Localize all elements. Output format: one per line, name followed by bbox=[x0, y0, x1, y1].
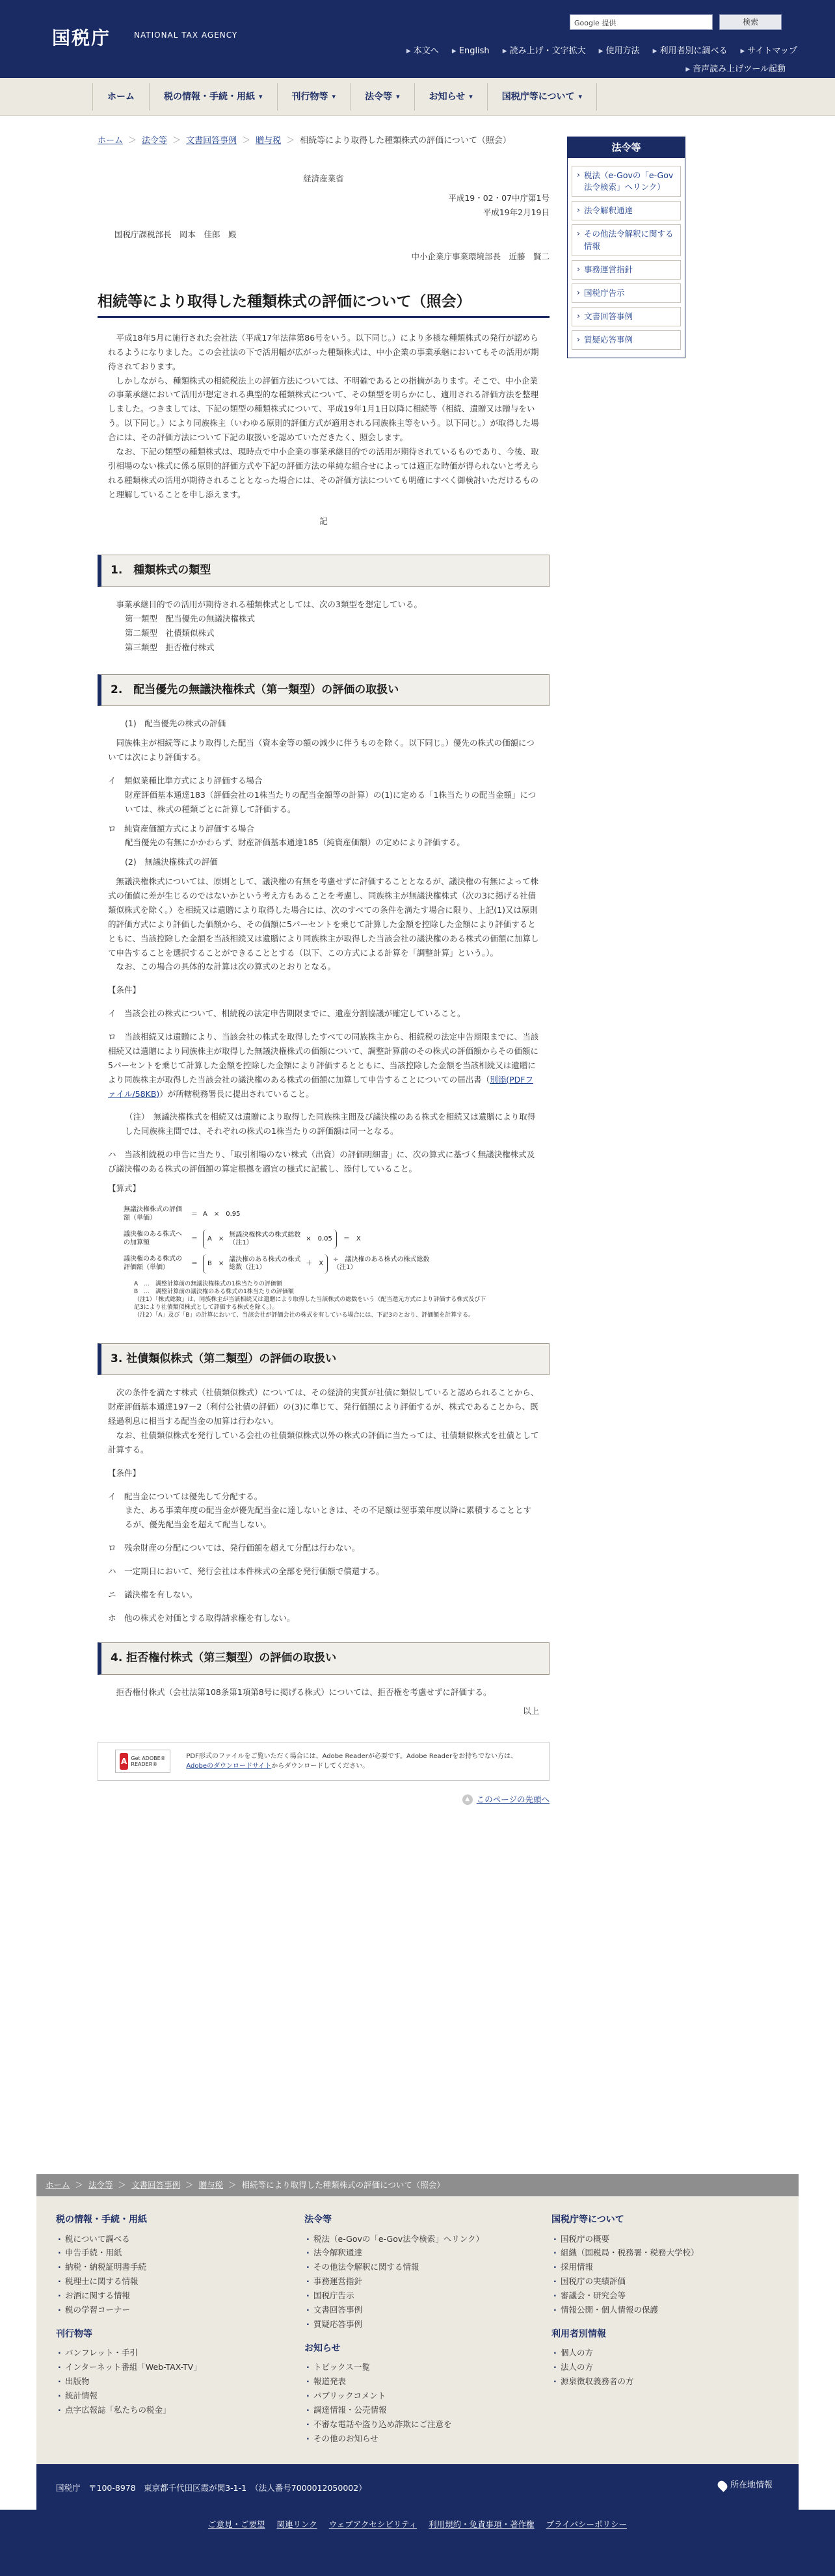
footer-link[interactable]: · パンフレット・手引 bbox=[56, 2346, 202, 2360]
header-link-english[interactable] bbox=[452, 44, 490, 59]
header-link-label: 利用者別に調べる bbox=[659, 46, 728, 56]
footer-link[interactable]: · 国税庁の概要 bbox=[551, 2232, 699, 2246]
formula-bracket bbox=[203, 1254, 328, 1274]
footer-link[interactable]: · その他のお知らせ bbox=[304, 2432, 484, 2446]
breadcrumb-current: 相続等により取得した種類株式の評価について（照会） bbox=[300, 136, 511, 146]
footer-link[interactable]: · 調達情報・公売情報 bbox=[304, 2403, 484, 2417]
footer-breadcrumb-cases[interactable]: 文書回答事例 bbox=[131, 2180, 181, 2190]
chevron-down-icon: ▾ bbox=[396, 92, 400, 101]
header-link-sitemap[interactable] bbox=[741, 44, 798, 59]
subheading: (1) 配当優先の株式の評価 bbox=[125, 718, 226, 729]
breadcrumb-cases[interactable]: 文書回答事例 bbox=[186, 136, 237, 146]
chevron-down-icon: ▾ bbox=[259, 92, 263, 101]
intro-text bbox=[98, 331, 550, 529]
adobe-reader-label: Get ADOBE® READER® bbox=[131, 1755, 166, 1768]
voice-tool-link[interactable] bbox=[685, 62, 786, 77]
equals-sign: ＝ bbox=[191, 1211, 198, 1218]
footer-link[interactable]: · 質疑応答事例 bbox=[304, 2317, 484, 2332]
paragraph: 無議決権株式については、原則として、議決権の有無を考慮せずに評価することとなるが、議決権の有無によって株式の価値に差が生じるのではないかという考え方もあることを考慮し、同族株主が無議決権株式（次の3に掲げる社債類似株式を除く。）を相続又は遺贈により取得した場合には、次のすべての条件を満たす場合に限り、上記(1)又は原則的評価方式により評価した価額から、その価額に5パーセントを乗じて計算した金額を控除した金額により評価するとともに、当該控除した金額を当該相続又は遺贈により同族株主が取得した当該会社の議決権のある株式の価額に加算して申告することを選択することができることとする（以下、この方式による計算を「調整計算」という。）。 bbox=[108, 876, 539, 958]
gnav-label: 国税庁等について bbox=[501, 91, 575, 102]
footer-col-heading[interactable]: 法令等 bbox=[304, 2215, 332, 2225]
section-3-body bbox=[98, 1386, 550, 1625]
footer-link-related[interactable]: 関連リンク bbox=[276, 2519, 317, 2529]
footer-link[interactable]: · 申告手続・用紙 bbox=[56, 2246, 202, 2260]
formula-term: × 0.05 bbox=[306, 1235, 332, 1243]
footer-col-2 bbox=[304, 2212, 484, 2445]
chevron-down-icon: ▾ bbox=[578, 92, 582, 101]
breadcrumb-home[interactable]: ホーム bbox=[98, 136, 124, 146]
condition-item bbox=[108, 1030, 539, 1101]
footer-address-bar bbox=[36, 2464, 799, 2510]
gnav-home[interactable] bbox=[92, 83, 149, 111]
footer-link[interactable]: · 出版物 bbox=[56, 2374, 202, 2389]
formula-label: 議決権のある株式の評価額（単価） bbox=[124, 1255, 182, 1271]
breadcrumb-separator: ＞ bbox=[118, 2180, 127, 2190]
conditions-label: 【条件】 bbox=[108, 1467, 141, 1478]
search-button[interactable]: 検索 bbox=[719, 14, 782, 30]
footer-link[interactable]: · 税理士に関する情報 bbox=[56, 2274, 202, 2289]
header-link-usage[interactable] bbox=[599, 44, 640, 59]
formula-term: ÷ 議決権のある株式の株式総数（注1） bbox=[333, 1255, 430, 1271]
footer-breadcrumb-current: 相続等により取得した種類株式の評価について（照会） bbox=[241, 2180, 445, 2190]
footer-link[interactable]: · 個人の方 bbox=[551, 2346, 699, 2360]
triangle-icon: ▶ bbox=[740, 47, 745, 55]
section-heading-2: 2. 配当優先の無議決権株式（第一類型）の評価の取扱い bbox=[98, 674, 550, 707]
back-to-top[interactable] bbox=[98, 1793, 550, 1807]
sidebar-item-circulars[interactable]: › 法令解釈通達 bbox=[572, 201, 681, 220]
paragraph: 同族株主が相続等により取得した配当（資本金等の額の減少に伴うものを除く。以下同じ。）優先の株式の価額については次により評価する。 bbox=[108, 738, 535, 763]
footer-link[interactable]: · 不審な電話や盗り込め詐欺にご注意を bbox=[304, 2417, 484, 2432]
footer-breadcrumb-home[interactable]: ホーム bbox=[46, 2180, 70, 2190]
chevron-down-icon: ▾ bbox=[332, 92, 336, 101]
formula-note: （注1）「株式総数」は、同族株主が当該相続又は遺贈により取得した当該株式の総数をいう（配当還元方式により評価する株式及び下記3により社債類似株式として評価する株式を除く。）。 bbox=[134, 1296, 486, 1311]
sidebar-list bbox=[568, 158, 685, 358]
formula-term: ＝ X bbox=[343, 1235, 361, 1243]
type-item: 第三類型 拒否権付株式 bbox=[125, 642, 215, 652]
addressee: 国税庁課税部長 岡本 佳郎 殿 bbox=[114, 229, 237, 239]
paragraph: 財産評価基本通達183（評価会社の1株当たりの配当金額等の計算）の(1)に定める「1株当たりの配当金額」については、株式の種類ごとに計算して評価する。 bbox=[125, 789, 537, 814]
footer-address: 国税庁 〒100-8978 東京都千代田区霞が関3-1-1 （法人番号7000012050002） bbox=[56, 2483, 367, 2493]
paragraph: 次の条件を満たす株式（社債類似株式）については、その経済的実質が社債に類似していると認められることから、財産評価基本通達197－2（利付公社債の評価）の(3)に準じて、発行価額により評価するが、株式であることから、既経過利息に相当する配当金の加算は行わない。 bbox=[108, 1387, 539, 1426]
intro-paragraph: なお、下記の類型の種類株式は、現時点で中小企業の事業承継目的での活用が期待されているものであり、今後、取引相場のない株式に係る原則的評価方式や下記の評価方法の単純な組合せによっては適正な時価が得られないと考えられる種類株式の活用が期待されることとなった場合には、その評価方法についても明確にすべく御検討いただけるものと理解していることを申し添えます。 bbox=[108, 446, 539, 499]
triangle-icon: ▶ bbox=[406, 47, 411, 55]
triangle-icon: ▶ bbox=[598, 47, 603, 55]
sidebar-item-qa[interactable]: › 質疑応答事例 bbox=[572, 330, 681, 350]
ministry: 経済産業省 bbox=[303, 174, 344, 183]
paragraph: 拒否権付株式（会社法第108条第1項第8号に掲げる株式）については、拒否権を考慮せずに評価する。 bbox=[116, 1687, 492, 1697]
list-heading: イ 類似業種比準方式により評価する場合 bbox=[108, 775, 263, 785]
formula-term: 議決権のある株式の株式総数（注1） bbox=[229, 1255, 301, 1271]
subheading: (2) 無議決権株式の評価 bbox=[125, 857, 218, 867]
pdf-note-text: からダウンロードしてください。 bbox=[271, 1763, 369, 1770]
formula-note: （注2）「A」及び「B」の計算において、当該会社が評価会社の株式を有している場合には、下記3のとおり、評価額を計算する。 bbox=[134, 1312, 475, 1319]
footer-link[interactable]: · パブリックコメント bbox=[304, 2389, 484, 2403]
footer-link[interactable]: · 税法（e-Govの「e-Gov法令検索」へリンク） bbox=[304, 2232, 484, 2246]
note: （注） 無議決権株式を相続又は遺贈により取得した同族株主間及び議決権のある株式を相続又は遺贈により取得した同族株主間では、それぞれの株式の1株当たりの評価額は同一となる。 bbox=[125, 1112, 536, 1137]
sidebar-item-written-answers[interactable]: › 文書回答事例 bbox=[572, 307, 681, 326]
site-header bbox=[0, 0, 835, 78]
footer-link[interactable]: · 源泉徴収義務者の方 bbox=[551, 2374, 699, 2389]
gnav-laws[interactable] bbox=[350, 83, 414, 111]
footer-link[interactable]: · 国税庁の実績評価 bbox=[551, 2274, 699, 2289]
sidebar-item-guidelines[interactable]: › 事務運営指針 bbox=[572, 260, 681, 280]
section-1-body bbox=[98, 598, 550, 655]
document-header bbox=[98, 156, 550, 290]
end-mark: 以上 bbox=[522, 1706, 539, 1716]
section-heading-4: 4. 拒否権付株式（第三類型）の評価の取扱い bbox=[98, 1642, 550, 1675]
paragraph: 配当優先の有無にかかわらず、財産評価基本通達185（純資産価額）の定めにより評価する。 bbox=[125, 837, 465, 848]
gnav-news[interactable] bbox=[414, 83, 487, 111]
arrow-up-icon: ▲ bbox=[462, 1794, 473, 1805]
formula-label: 議決権のある株式への加算額 bbox=[124, 1231, 182, 1246]
breadcrumb-separator: ＞ bbox=[286, 136, 295, 146]
footer-link[interactable]: · その他法令解釈に関する情報 bbox=[304, 2260, 484, 2274]
document-date: 平成19年2月19日 bbox=[483, 207, 550, 217]
footer-link[interactable]: · 納税・納税証明書手続 bbox=[56, 2260, 202, 2274]
condition-item: ハ 当該相続税の申告に当たり、「取引相場のない株式（出資）の評価明細書」に、次の算式に基づく無議決権株式及び議決権のある株式の評価額の算定根拠を適宜の様式に記載し、添付していること。 bbox=[108, 1150, 535, 1174]
footer-link[interactable]: · 採用情報 bbox=[551, 2260, 699, 2274]
footer-link[interactable]: · インターネット番組「Web-TAX-TV」 bbox=[56, 2360, 202, 2374]
sender: 中小企業庁事業環境部長 近藤 賢二 bbox=[411, 251, 550, 261]
formula-expr: A × 0.95 bbox=[203, 1211, 241, 1218]
footer-link[interactable]: · 点字広報誌「私たちの税金」 bbox=[56, 2403, 202, 2417]
equals-sign: ＝ bbox=[191, 1260, 198, 1268]
type-item: 第二類型 社債類似株式 bbox=[125, 627, 215, 638]
gnav-label: 法令等 bbox=[365, 91, 393, 102]
voice-tool-label: 音声読み上げツール起動 bbox=[693, 64, 786, 74]
location-link[interactable] bbox=[719, 2478, 773, 2493]
section-1-lead: 事業承継目的での活用が期待される種類株式としては、次の3類型を想定している。 bbox=[116, 599, 422, 610]
footer-link[interactable]: · トピックス一覧 bbox=[304, 2360, 484, 2374]
attachment-pdf-link[interactable]: 別添(PDFファイル/58KB) bbox=[108, 1074, 533, 1099]
formula-row bbox=[124, 1252, 488, 1276]
condition-item: また、ある事業年度の配当金が優先配当金に達しないときは、その不足額は翌事業年度以降に累積することとするが、優先配当金を超えて配当しない。 bbox=[125, 1505, 532, 1530]
adobe-reader-badge[interactable] bbox=[115, 1750, 170, 1773]
sidebar-item-egov[interactable]: › 税法（e-Govの「e-Gov法令検索」へリンク） bbox=[572, 166, 681, 197]
gnav-about[interactable] bbox=[487, 83, 597, 111]
sidebar-item-other-info[interactable]: › その他法令解釈に関する情報 bbox=[572, 224, 681, 256]
main-content bbox=[98, 156, 550, 1807]
gnav-tax-info[interactable] bbox=[149, 83, 277, 111]
footer-col-heading[interactable]: お知らせ bbox=[304, 2343, 341, 2354]
breadcrumb-separator: ＞ bbox=[242, 136, 251, 146]
footer-breadcrumb-gift-tax[interactable]: 贈与税 bbox=[198, 2180, 224, 2190]
breadcrumb-separator: ＞ bbox=[185, 2180, 194, 2190]
adobe-download-link[interactable]: Adobeのダウンロードサイト bbox=[186, 1763, 272, 1770]
breadcrumb-gift-tax[interactable]: 贈与税 bbox=[256, 136, 282, 146]
footer-menu bbox=[36, 2196, 799, 2464]
header-link-label: サイトマップ bbox=[747, 46, 797, 56]
footer-link-feedback[interactable]: ご意見・ご要望 bbox=[207, 2519, 265, 2529]
header-utility-links bbox=[375, 44, 797, 59]
footer-link[interactable]: · 情報公開・個人情報の保護 bbox=[551, 2303, 699, 2317]
formula-row bbox=[124, 1227, 488, 1252]
breadcrumb-separator: ＞ bbox=[75, 2180, 84, 2190]
site-logo-en: NATIONAL TAX AGENCY bbox=[134, 31, 238, 40]
header-inner bbox=[36, 0, 799, 78]
equals-sign: ＝ bbox=[191, 1235, 198, 1243]
footer-col-heading[interactable]: 税の情報・手続・用紙 bbox=[56, 2215, 147, 2225]
global-nav-inner bbox=[92, 83, 597, 111]
condition-item: ハ 一定期日において、発行会社は本件株式の全部を発行価額で償還する。 bbox=[108, 1566, 384, 1577]
adobe-reader-icon: A bbox=[120, 1753, 128, 1770]
page-title: 相続等により取得した種類株式の評価について（照会） bbox=[98, 293, 550, 318]
breadcrumb-laws[interactable]: 法令等 bbox=[142, 136, 168, 146]
footer-link[interactable]: · 税の学習コーナー bbox=[56, 2303, 202, 2317]
footer-links bbox=[0, 2510, 835, 2576]
map-pin-icon bbox=[716, 2479, 729, 2492]
site-logo[interactable]: 国税庁 bbox=[52, 27, 111, 49]
header-link-readaloud[interactable] bbox=[503, 44, 586, 59]
formula-label: 無議決権株式の評価額（単価） bbox=[124, 1206, 182, 1222]
ki-label: 記 bbox=[319, 516, 328, 527]
footer-link[interactable]: · 審議会・研究会等 bbox=[551, 2289, 699, 2303]
footer-breadcrumb bbox=[36, 2174, 799, 2196]
formula-row bbox=[124, 1202, 488, 1227]
footer-link[interactable]: · 法令解釈通達 bbox=[304, 2246, 484, 2260]
header-link-label: 使用方法 bbox=[605, 46, 640, 56]
footer-link[interactable]: · 法人の方 bbox=[551, 2360, 699, 2374]
paragraph: なお、この場合の具体的な計算は次の算式のとおりとなる。 bbox=[116, 962, 336, 972]
sidebar bbox=[567, 137, 685, 358]
footer-link-privacy[interactable]: プライバシーポリシー bbox=[546, 2519, 628, 2529]
footer-link[interactable]: · 報道発表 bbox=[304, 2374, 484, 2389]
gnav-label: 税の情報・手続・用紙 bbox=[164, 91, 255, 102]
footer-col-1 bbox=[56, 2212, 202, 2417]
section-heading-3: 3. 社債類似株式（第二類型）の評価の取扱い bbox=[98, 1343, 550, 1376]
footer-breadcrumb-laws[interactable]: 法令等 bbox=[88, 2180, 113, 2190]
pdf-note-text: PDF形式のファイルをご覧いただく場合には、Adobe Readerが必要です。Adobe Readerをお持ちでない方は、 bbox=[186, 1753, 518, 1761]
footer-link[interactable]: · 税について調べる bbox=[56, 2232, 202, 2246]
location-label: 所在地情報 bbox=[730, 2480, 773, 2490]
breadcrumb-separator: ＞ bbox=[228, 2180, 237, 2190]
gnav-label: ホーム bbox=[107, 91, 135, 102]
footer-link[interactable]: · 事務運営指針 bbox=[304, 2274, 484, 2289]
footer-link[interactable]: · 国税庁告示 bbox=[304, 2289, 484, 2303]
condition-item: ロ 残余財産の分配については、発行価額を超えて分配は行わない。 bbox=[108, 1543, 360, 1553]
intro-paragraph: 平成18年5月に施行された会社法（平成17年法律第86号をいう。以下同じ。）により多様な種類株式の発行が認められるようになりました。この会社法の下で活用幅が広がった種類株式は、中小企業の事業承継においてもその活用が期待されております。 bbox=[108, 332, 539, 371]
triangle-icon: ▶ bbox=[652, 47, 657, 55]
formula-term: ＋ X bbox=[306, 1260, 324, 1268]
footer-col-heading[interactable]: 刊行物等 bbox=[56, 2328, 92, 2339]
header-link-label: English bbox=[458, 46, 490, 56]
footer-link[interactable]: · 文書回答事例 bbox=[304, 2303, 484, 2317]
formula-term: 無議決権株式の株式総数（注1） bbox=[229, 1231, 301, 1246]
section-4-body bbox=[98, 1685, 550, 1719]
header-link-label: 読み上げ・文字拡大 bbox=[509, 46, 586, 56]
formula-term: A × bbox=[207, 1235, 224, 1243]
type-item: 第一類型 配当優先の無議決権株式 bbox=[125, 613, 256, 624]
section-heading-1: 1. 種類株式の類型 bbox=[98, 555, 550, 587]
formula-term: B × bbox=[207, 1260, 224, 1268]
pdf-note bbox=[186, 1752, 532, 1771]
formula-note: A … 調整計算前の無議決権株式の1株当たりの評価額 bbox=[134, 1280, 282, 1287]
formula-notes bbox=[124, 1280, 488, 1320]
footer-link-accessibility[interactable]: ウェブアクセシビリティ bbox=[328, 2519, 418, 2529]
list-heading: ロ 純資産価額方式により評価する場合 bbox=[108, 823, 255, 834]
paragraph: なお、社債類似株式を発行している会社の社債類似株式以外の株式の評価に当たっては、社債類似株式を社債として計算する。 bbox=[108, 1430, 539, 1454]
gnav-label: お知らせ bbox=[429, 91, 466, 102]
chevron-down-icon: ▾ bbox=[469, 92, 473, 101]
condition-item: イ 配当金については優先して分配する。 bbox=[108, 1491, 263, 1501]
footer-link[interactable]: · 組織（国税局・税務署・税務大学校） bbox=[551, 2246, 699, 2260]
back-to-top-link[interactable]: このページの先頭へ bbox=[476, 1794, 550, 1805]
formula-note: B … 調整計算前の議決権のある株式の1株当たりの評価額 bbox=[134, 1289, 294, 1295]
condition-item: ホ 他の株式を対価とする取得請求権を有しない。 bbox=[108, 1612, 295, 1623]
formula-label: 【算式】 bbox=[108, 1183, 141, 1193]
footer-col-3 bbox=[551, 2212, 699, 2389]
triangle-icon: ▶ bbox=[502, 47, 507, 55]
header-link-byuser[interactable] bbox=[653, 44, 728, 59]
sidebar-title: 法令等 bbox=[568, 137, 685, 158]
header-link-skip[interactable] bbox=[406, 44, 439, 59]
condition-item: イ 当該会社の株式について、相続税の法定申告期限までに、遺産分割協議が確定していること。 bbox=[108, 1008, 466, 1019]
intro-paragraph: しかしながら、種類株式の相続税法上の評価方法については、不明確であるとの指摘があります。そこで、中小企業の事業承継において活用が想定される典型的な種類株式について、その類型を明らかにし、適用される評価方法を整理しました。つきましては、下記の類型の種類株式について、平成19年1月1日以降に相続等（相続、遺贈又は贈与をいう。以下同じ。）により同族株主（いわゆる原則的評価方式が適用される同族株主等をいう。以下同じ。）が取得した場合には、その評価方法について下記の取扱いを認めていただきたく、照会します。 bbox=[108, 375, 539, 443]
condition-text: ）が所轄税務署長に提出されていること。 bbox=[159, 1088, 314, 1099]
footer-link-terms[interactable]: 利用規約・免責事項・著作権 bbox=[429, 2519, 535, 2529]
gnav-publications[interactable] bbox=[277, 83, 351, 111]
condition-text: ロ 当該相続又は遺贈により、当該会社の株式を取得したすべての同族株主から、相続税の法定申告期限までに、当該相続又は遺贈により同族株主が取得した無議決権株式の価額について、調整計算前のその株式の評価額からその価額に5パーセントを乗じて計算した金額を控除した金額により評価するとともに、当該控除した金額を当該相続又は遺贈により同族株主が取得した当該会社の議決権のある株式の価額に加算して申告することについての届出書（ bbox=[108, 1032, 539, 1084]
breadcrumb-separator: ＞ bbox=[128, 136, 137, 146]
triangle-icon: ▶ bbox=[685, 66, 691, 73]
footer-col-heading[interactable]: 国税庁等について bbox=[551, 2215, 624, 2225]
breadcrumb bbox=[98, 134, 553, 149]
document-number: 平成19・02・07中庁第1号 bbox=[448, 192, 550, 203]
header-link-label: 本文へ bbox=[413, 46, 439, 56]
section-2-body bbox=[98, 716, 550, 1196]
formula-bracket bbox=[203, 1229, 337, 1249]
pdf-reader-notice bbox=[98, 1742, 550, 1781]
search-input[interactable]: Google 提供 bbox=[570, 14, 713, 30]
triangle-icon: ▶ bbox=[451, 47, 457, 55]
breadcrumb-separator: ＞ bbox=[172, 136, 181, 146]
condition-item: ニ 議決権を有しない。 bbox=[108, 1589, 198, 1599]
footer-col-heading[interactable]: 利用者別情報 bbox=[551, 2328, 606, 2339]
conditions-label: 【条件】 bbox=[108, 985, 141, 995]
gnav-label: 刊行物等 bbox=[291, 91, 328, 102]
footer-link[interactable]: · 統計情報 bbox=[56, 2389, 202, 2403]
formula-block bbox=[124, 1202, 488, 1320]
sidebar-item-notices[interactable]: › 国税庁告示 bbox=[572, 283, 681, 303]
global-nav bbox=[0, 78, 835, 116]
footer-link[interactable]: · お酒に関する情報 bbox=[56, 2289, 202, 2303]
